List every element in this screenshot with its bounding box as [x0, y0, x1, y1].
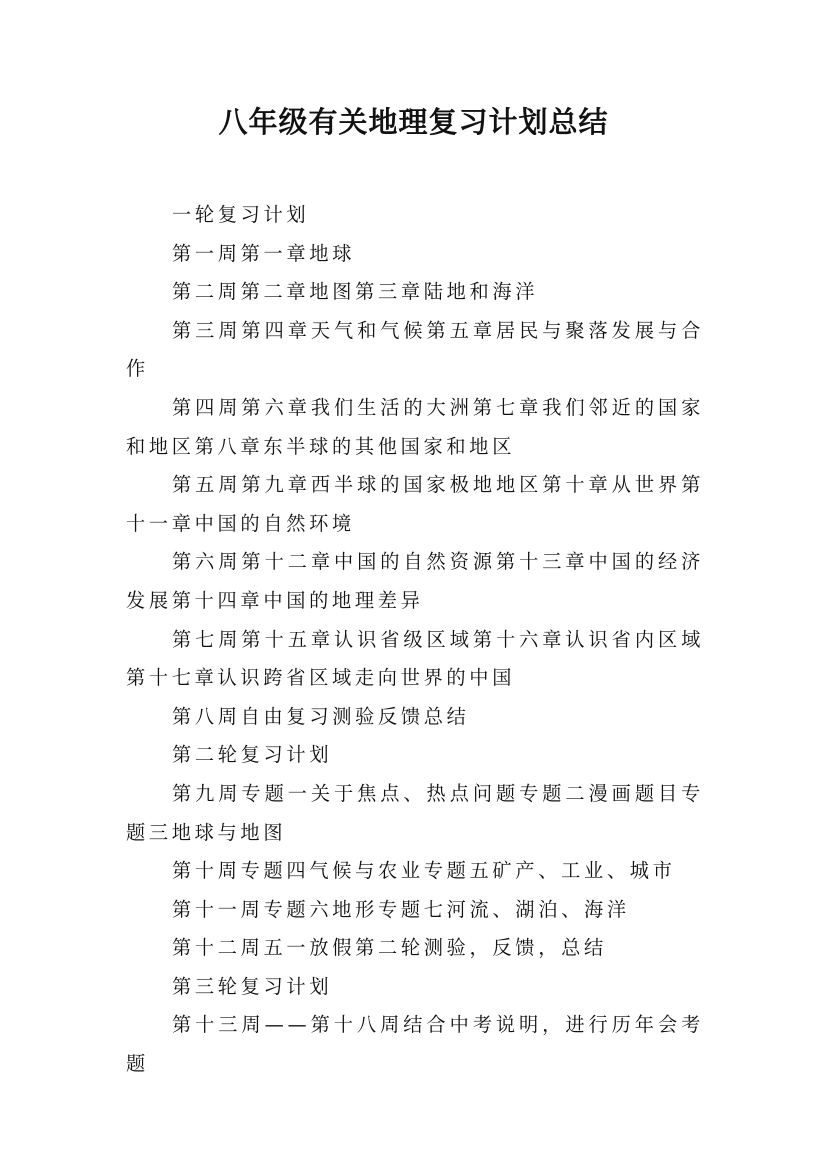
paragraph: 第五周第九章西半球的国家极地地区第十章从世界第十一章中国的自然环境	[126, 473, 704, 535]
paragraph: 第十周专题四气候与农业专题五矿产、工业、城市	[172, 859, 676, 883]
paragraph: 第二周第二章地图第三章陆地和海洋	[172, 280, 539, 304]
paragraph: 第四周第六章我们生活的大洲第七章我们邻近的国家和地区第八章东半球的其他国家和地区	[126, 395, 704, 458]
paragraph: 第十二周五一放假第二轮测验，反馈，总结	[172, 936, 607, 960]
paragraph: 第十一周专题六地形专题七河流、湖泊、海洋	[172, 897, 630, 921]
paragraph: 第三周第四章天气和气候第五章居民与聚落发展与合作	[126, 318, 704, 381]
paragraph: 第十三周——第十八周结合中考说明，进行历年会考题	[126, 1013, 704, 1076]
paragraph: 第二轮复习计划	[172, 743, 333, 767]
document-body	[126, 196, 704, 1084]
paragraph: 第九周专题一关于焦点、热点问题专题二漫画题目专题三地球与地图	[126, 781, 704, 844]
paragraph: 第八周自由复习测验反馈总结	[172, 704, 470, 728]
paragraph: 第一周第一章地球	[172, 241, 356, 265]
document-title: 八年级有关地理复习计划总结	[218, 105, 609, 139]
paragraph: 一轮复习计划	[172, 203, 310, 226]
paragraph: 第三轮复习计划	[172, 974, 333, 998]
paragraph: 第六周第十二章中国的自然资源第十三章中国的经济发展第十四章中国的地理差异	[126, 550, 704, 612]
paragraph: 第七周第十五章认识省级区域第十六章认识省内区域第十七章认识跨省区域走向世界的中国	[126, 627, 704, 690]
